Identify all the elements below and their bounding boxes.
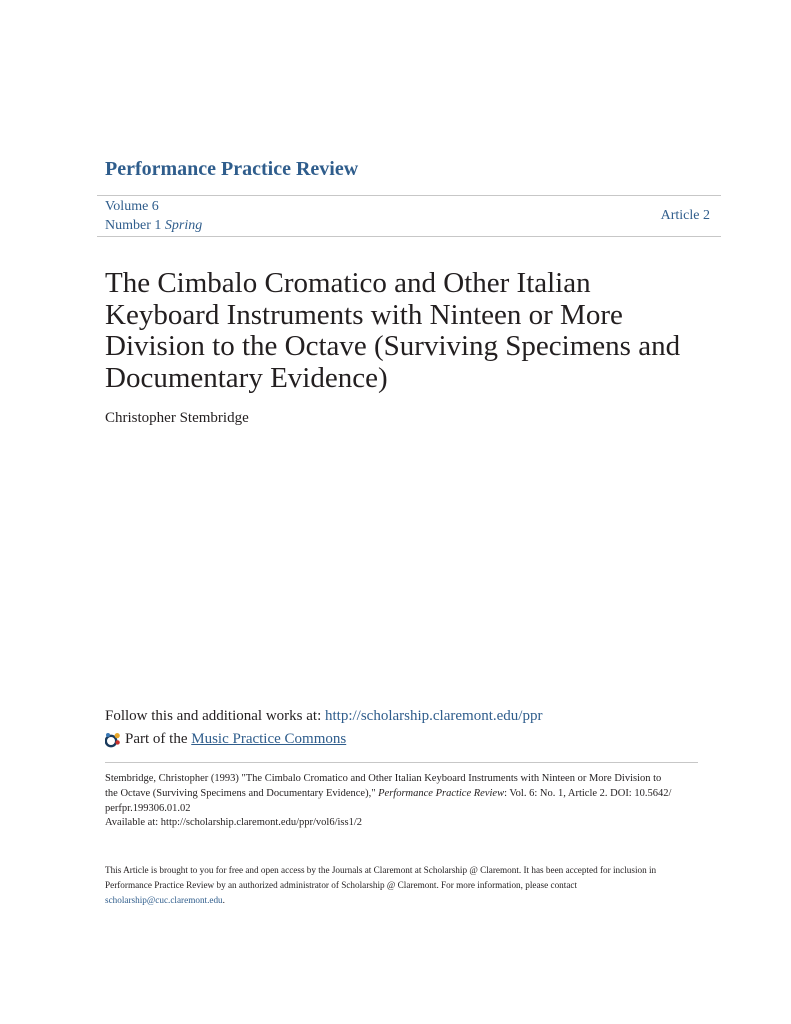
citation-text: the Octave (Surviving Specimens and Documentary Evidence),": [105, 787, 379, 799]
citation-rule: [105, 762, 698, 763]
commons-prefix: Part of the: [125, 731, 192, 747]
citation-line: Stembridge, Christopher (1993) "The Cimbalo Cromatico and Other Italian Keyboard Instruments with Ninteen or More Division to: [105, 773, 662, 784]
top-rule: [97, 195, 721, 196]
article-title-line: The Cimbalo Cromatico and Other Italian: [105, 267, 591, 299]
music-practice-commons-link[interactable]: Music Practice Commons: [191, 731, 347, 747]
journal-title: Performance Practice Review: [105, 158, 359, 180]
footer-notice: [105, 863, 705, 907]
follow-line: [105, 708, 542, 725]
author-name: Christopher Stembridge: [105, 410, 249, 426]
footer-line: [105, 893, 705, 908]
repository-link[interactable]: http://scholarship.claremont.edu/ppr: [324, 708, 543, 724]
contact-email-link[interactable]: scholarship@cuc.claremont.edu: [105, 894, 223, 905]
citation-line: perfpr.199306.01.02: [105, 802, 191, 814]
article-title-line: Keyboard Instruments with Ninteen or More: [105, 298, 623, 331]
article-number-label[interactable]: Article 2: [660, 208, 710, 223]
commons-line: [105, 731, 346, 748]
follow-text: Follow this and additional works at:: [105, 708, 325, 724]
citation-block: [105, 772, 705, 831]
citation-line: [105, 787, 705, 802]
volume-label[interactable]: Volume 6: [105, 199, 159, 214]
issue-number: Number 1: [105, 218, 162, 233]
footer-line: This Article is brought to you for free and open access by the Journals at Claremont at Scholarship @ Claremont. It has been accepted for inclusion in: [105, 865, 657, 875]
article-title-line: Documentary Evidence): [105, 361, 388, 394]
citation-available-line: Available at: http://scholarship.claremont.edu/ppr/vol6/iss1/2: [105, 817, 363, 829]
footer-line: Performance Practice Review by an authorized administrator of Scholarship @ Claremont. For more information, please contact: [105, 879, 578, 890]
commons-network-icon: [105, 732, 121, 748]
footer-period: .: [222, 894, 225, 905]
issue-season: Spring: [164, 218, 203, 233]
article-title: [105, 268, 705, 394]
issue-number-label[interactable]: [105, 218, 202, 234]
citation-text: : Vol. 6: No. 1, Article 2. DOI: 10.5642/: [504, 787, 672, 799]
bottom-rule: [97, 236, 721, 237]
citation-journal: Performance Practice Review: [378, 787, 505, 799]
article-title-line: Division to the Octave (Surviving Specimens and: [105, 330, 681, 362]
